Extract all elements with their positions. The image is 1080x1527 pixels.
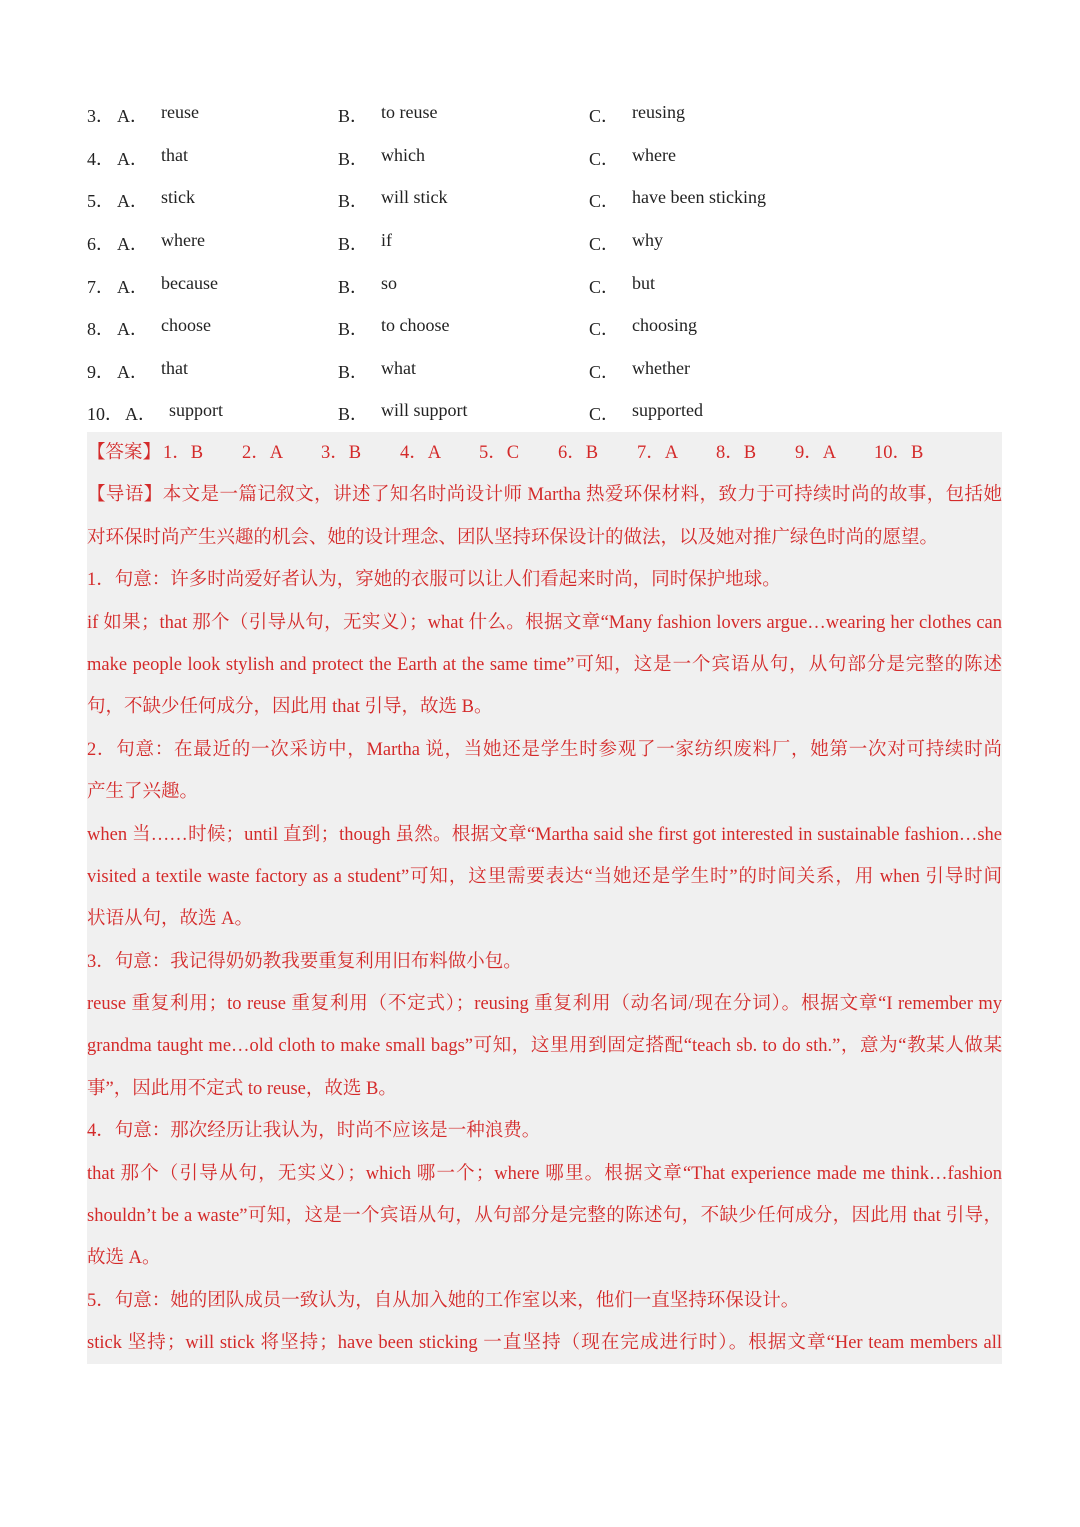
answer-label: 【答案】	[87, 443, 162, 463]
sentence-meaning: 3．句意：我记得奶奶教我要重复利用旧布料做小包。	[87, 951, 522, 972]
answer-key	[87, 432, 1002, 474]
sentence-meaning: 5．句意：她的团队成员一致认为，自从加入她的工作室以来，他们一直坚持环保设计。	[87, 1290, 800, 1311]
option-b: B． which	[338, 144, 426, 169]
option-b: B． will stick	[338, 187, 448, 212]
question-number: 5．	[87, 191, 114, 212]
sentence-meaning: 4．句意：那次经历让我认为，时尚不应该是一种浪费。	[87, 1121, 541, 1142]
option-b: B． what	[338, 357, 417, 382]
question-row	[87, 350, 1007, 393]
question-row	[87, 307, 1007, 350]
option-a: A． where	[117, 230, 205, 255]
option-b: B． will support	[338, 400, 468, 425]
option-a: A． stick	[117, 187, 195, 212]
option-b: B． if	[338, 230, 393, 255]
explanation-line: when 当……时候；until 直到；though 虽然。根据文章“Martha said she first got interested in sustainable fashion…she	[87, 824, 1002, 845]
option-c: C． whether	[589, 357, 690, 382]
option-a: A． that	[117, 357, 188, 382]
answer-item: 1．B	[163, 443, 204, 463]
sentence-meaning: 2．句意：在最近的一次采访中，Martha 说，当她还是学生时参观了一家纺织废料厂，她第一次对可持续时尚	[87, 739, 1002, 760]
answer-item: 9．A	[795, 443, 837, 463]
option-c: C． why	[589, 230, 664, 255]
option-a: A． reuse	[117, 102, 199, 127]
question-number: 3．	[87, 106, 114, 127]
explanation-line: reuse 重复利用；to reuse 重复利用（不定式）；reusing 重复利用（动名词/现在分词）。根据文章“I remember my	[87, 994, 1002, 1015]
explanation-line: that 那个（引导从句，无实义）；which 哪一个；where 哪里。根据文章“That experience made me think…fashion	[87, 1163, 1002, 1184]
answer-item: 2．A	[242, 443, 284, 463]
question-number: 4．	[87, 148, 114, 169]
question-number: 10．	[87, 404, 123, 425]
explanation-line: 句，不缺少任何成分，因此用 that 引导，故选 B。	[87, 697, 493, 718]
question-row	[87, 94, 1007, 137]
option-b: B． to reuse	[338, 102, 438, 127]
answer-item: 3．B	[321, 443, 362, 463]
answer-item: 7．A	[637, 443, 679, 463]
question-number: 8．	[87, 319, 114, 340]
explanation-line: visited a textile waste factory as a student”可知，这里需要表达“当她还是学生时”的时间关系，用 when 引导时间	[87, 866, 1002, 887]
question-row	[87, 222, 1007, 265]
answer-item: 4．A	[400, 443, 442, 463]
option-c: C． choosing	[589, 315, 698, 340]
explanation-line: 状语从句，故选 A。	[87, 909, 253, 930]
explanation-line: if 如果；that 那个（引导从句，无实义）；what 什么。根据文章“Many fashion lovers argue…wearing her clothes can	[87, 612, 1002, 633]
option-a: A． that	[117, 144, 188, 169]
option-a: A． support	[125, 400, 223, 425]
answer-item: 6．B	[558, 443, 599, 463]
explanation-line: make people look stylish and protect the Earth at the same time”可知，这是一个宾语从句，从句部分是完整的陈述	[87, 654, 1002, 675]
question-number: 6．	[87, 234, 114, 255]
option-c: C． supported	[589, 400, 704, 425]
question-row	[87, 392, 1007, 435]
answer-item: 8．B	[716, 443, 757, 463]
option-a: A． because	[117, 272, 218, 297]
sentence-meaning: 产生了兴趣。	[87, 782, 199, 803]
option-b: B． to choose	[338, 315, 450, 340]
explanation-line: grandma taught me…old cloth to make small bags”可知，这里用到固定搭配“teach sb. to do sth.”，意为“教某人做某	[87, 1036, 1002, 1057]
answer-item: 10．B	[874, 443, 924, 463]
answer-explanation-box	[87, 432, 1002, 1364]
intro-line: 对环保时尚产生兴趣的机会、她的设计理念、团队坚持环保设计的做法，以及她对推广绿色时尚的愿望。	[87, 527, 939, 548]
explanation-line: 故选 A。	[87, 1248, 161, 1269]
explanation-line: stick 坚持；will stick 将坚持；have been sticking 一直坚持（现在完成进行时）。根据文章“Her team members all	[87, 1333, 1002, 1354]
option-c: C． reusing	[589, 102, 686, 127]
question-row	[87, 264, 1007, 307]
question-number: 7．	[87, 276, 114, 297]
option-b: B． so	[338, 272, 398, 297]
option-c: C． where	[589, 144, 676, 169]
sentence-meaning: 1．句意：许多时尚爱好者认为，穿她的衣服可以让人们看起来时尚，同时保护地球。	[87, 570, 781, 591]
option-c: C． have been sticking	[589, 187, 766, 212]
answer-item: 5．C	[479, 443, 520, 463]
intro-line: 【导语】本文是一篇记叙文，讲述了知名时尚设计师 Martha 热爱环保材料，致力于可持续时尚的故事，包括她	[87, 485, 1002, 506]
question-row	[87, 179, 1007, 222]
question-number: 9．	[87, 361, 114, 382]
explanation-line: 事”，因此用不定式 to reuse，故选 B。	[87, 1078, 397, 1099]
question-row	[87, 137, 1007, 180]
explanation-line: shouldn’t be a waste”可知，这是一个宾语从句，从句部分是完整的陈述句，不缺少任何成分，因此用 that 引导，	[87, 1206, 1002, 1227]
option-a: A． choose	[117, 315, 211, 340]
option-c: C． but	[589, 272, 656, 297]
options-list	[87, 94, 1007, 435]
